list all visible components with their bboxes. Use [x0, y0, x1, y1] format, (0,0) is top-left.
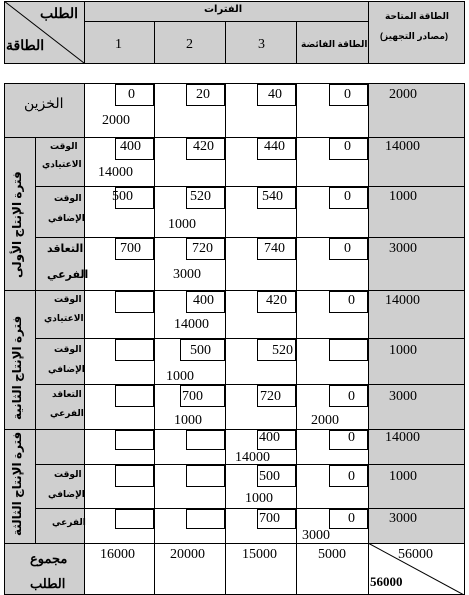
cost-value: 400 [193, 293, 214, 308]
total-label-b: الطلب [30, 576, 66, 591]
cost-value: 0 [348, 430, 355, 445]
cost-value: 0 [344, 139, 351, 154]
cost-value: 700 [182, 389, 203, 404]
overtime-label-b: الإضافي [48, 213, 85, 223]
cost-value: 400 [120, 139, 141, 154]
overtime-label-b: الإضافي [48, 364, 85, 374]
phase1-label: فترة الإنتاج الأولى [10, 171, 24, 278]
capacity-value: 3000 [389, 511, 417, 526]
cost-value: 500 [112, 189, 133, 204]
capacity-label: الطاقة [6, 37, 45, 53]
cost-value: 20 [196, 87, 210, 102]
allocation-value: 1000 [245, 491, 273, 506]
allocation-value: 2000 [311, 413, 339, 428]
overtime-label-a: الوقت [54, 469, 82, 479]
cost-box [115, 509, 154, 529]
periods-label: الفترات [204, 4, 243, 15]
capacity-value: 14000 [385, 430, 420, 445]
surplus-label: الطاقة الفائضة [301, 39, 368, 49]
cost-value: 0 [348, 389, 355, 404]
overtime-label-b: الإضافي [48, 489, 85, 499]
cost-value: 420 [193, 139, 214, 154]
cost-value: 520 [272, 343, 293, 358]
demand-label: الطلب [40, 5, 79, 21]
capacity-value: 1000 [389, 469, 417, 484]
allocation-value: 1000 [166, 369, 194, 384]
available-label-1: الطاقة المتاحة [385, 11, 449, 21]
cost-value: 540 [262, 189, 283, 204]
cost-value: 420 [266, 293, 287, 308]
cost-box [186, 509, 225, 529]
total-demand-2: 20000 [170, 547, 205, 562]
period-3-label: 3 [258, 37, 265, 52]
cost-value: 0 [348, 511, 355, 526]
sub-label-a: التعاقد [52, 389, 82, 399]
cost-value: 0 [344, 189, 351, 204]
cost-box [115, 291, 154, 313]
regular-label-a: الوقت [54, 294, 82, 304]
cost-value: 720 [260, 389, 281, 404]
cost-box [115, 339, 154, 361]
cost-value: 500 [259, 469, 280, 484]
cost-value: 0 [348, 293, 355, 308]
cost-value: 0 [348, 469, 355, 484]
capacity-value: 14000 [385, 293, 420, 308]
sub-label-a: التعاقد [47, 243, 84, 255]
regular-label-b: الاعتيادي [42, 159, 82, 169]
cost-box [329, 339, 368, 361]
period-1-label: 1 [115, 37, 122, 52]
capacity-value: 2000 [389, 87, 417, 102]
cost-value: 520 [190, 189, 211, 204]
total-demand-surplus: 5000 [318, 547, 346, 562]
cost-box [186, 430, 225, 450]
regular-label-b: الاعتيادي [44, 313, 84, 323]
grand-total-bottom: 56000 [370, 574, 403, 589]
capacity-value: 1000 [389, 189, 417, 204]
cost-value: 740 [264, 241, 285, 256]
cost-value: 40 [268, 87, 282, 102]
cost-box [115, 385, 154, 407]
phase2-label: فترة الإنتاج الثانية [10, 315, 24, 420]
cost-value: 0 [344, 241, 351, 256]
cost-box [186, 465, 225, 487]
cost-value: 440 [264, 139, 285, 154]
cost-value: 0 [128, 87, 135, 102]
period-2-label: 2 [186, 37, 193, 52]
allocation-value: 14000 [235, 450, 270, 465]
allocation-value: 1000 [168, 217, 196, 232]
cost-value: 400 [259, 430, 280, 445]
cost-box [115, 465, 154, 487]
storage-label: الخزين [24, 95, 64, 111]
allocation-value: 2000 [102, 113, 130, 128]
allocation-value: 3000 [302, 528, 330, 543]
cost-value: 700 [259, 511, 280, 526]
allocation-value: 3000 [173, 267, 201, 282]
grand-total-top: 56000 [398, 547, 433, 562]
sub-label-b: الفرعي [47, 269, 89, 281]
allocation-value: 1000 [174, 413, 202, 428]
cost-value: 700 [120, 241, 141, 256]
allocation-value: 14000 [174, 317, 209, 332]
regular-label-a: الوقت [50, 141, 78, 151]
total-label-a: مجموع [30, 551, 68, 566]
capacity-value: 3000 [389, 389, 417, 404]
allocation-value: 14000 [98, 165, 133, 180]
total-demand-3: 15000 [242, 547, 277, 562]
cost-value: 720 [192, 241, 213, 256]
sub-label-b: الفرعي [50, 408, 84, 418]
capacity-value: 3000 [389, 241, 417, 256]
overtime-label-a: الوقت [54, 344, 82, 354]
overtime-label-a: الوقت [54, 193, 82, 203]
cost-value: 0 [344, 87, 351, 102]
total-demand-1: 16000 [100, 547, 135, 562]
capacity-value: 14000 [385, 139, 420, 154]
available-label-2: (مصادر التجهيز) [380, 31, 448, 41]
sub-label-b: الفرعي [52, 517, 86, 527]
cost-value: 500 [190, 343, 211, 358]
cost-box [115, 430, 154, 450]
capacity-value: 1000 [389, 343, 417, 358]
phase3-label: فترة الإنتاج الثالثة [10, 431, 24, 536]
